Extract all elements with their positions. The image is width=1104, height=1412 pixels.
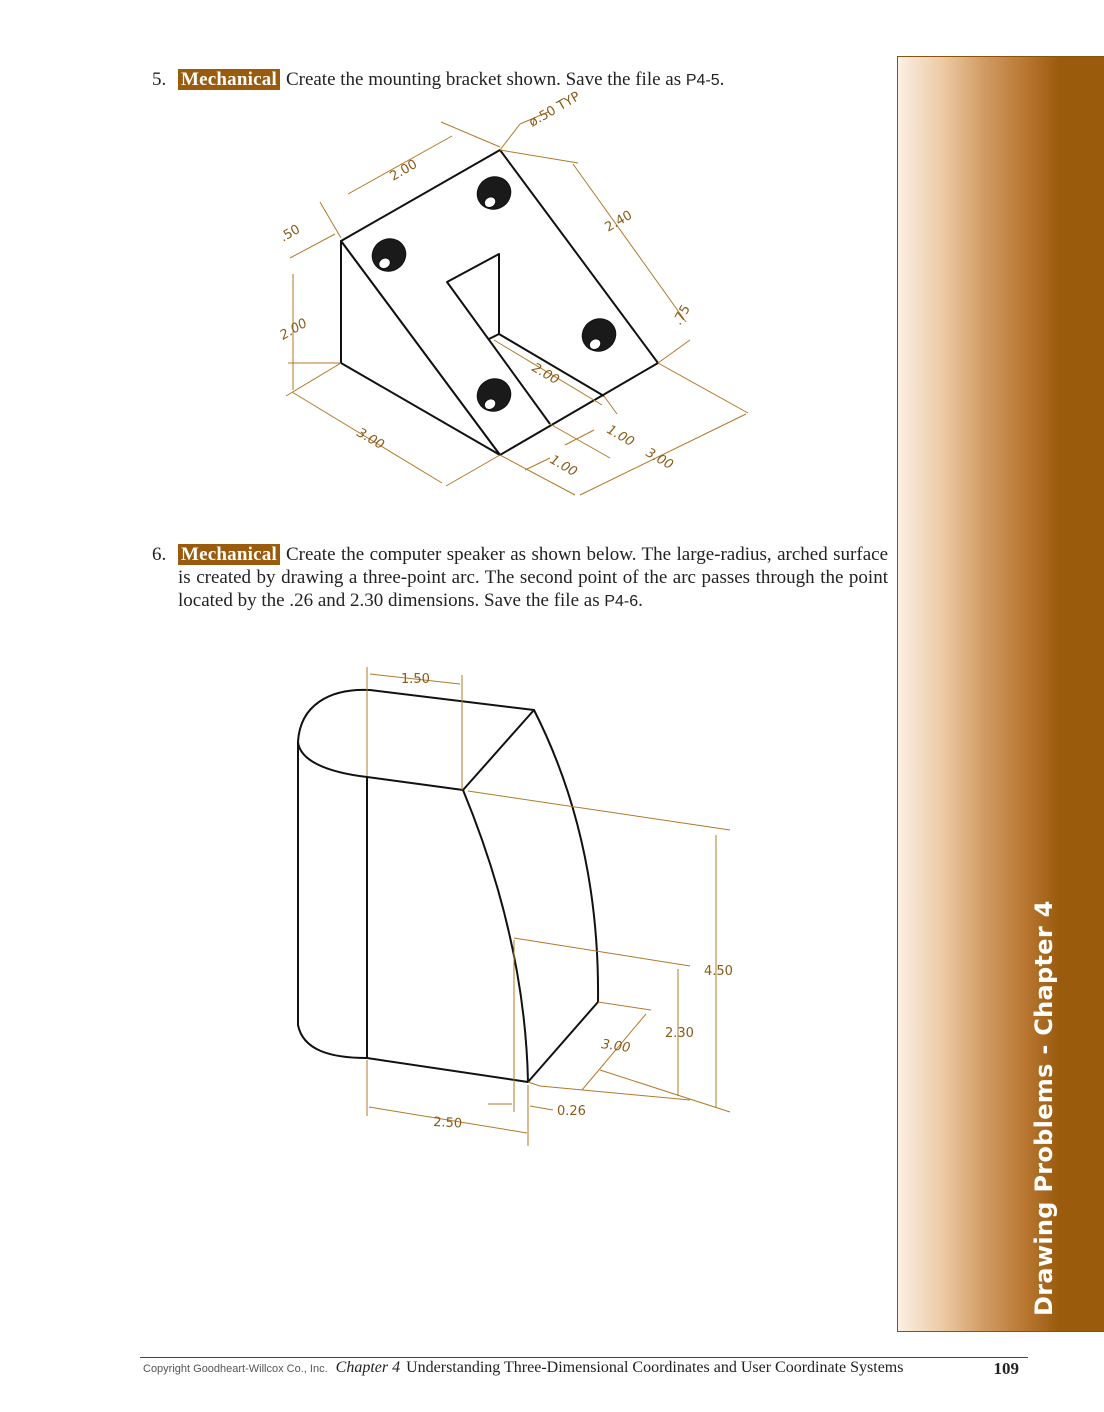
problem-tail: . (719, 69, 725, 90)
footer-rule (140, 1357, 1028, 1358)
dim-total-height: 4.50 (704, 964, 733, 979)
problem-number: 5. (152, 69, 167, 90)
dim-depth: 3.00 (643, 445, 676, 473)
footer-chapter: Chapter 4 (335, 1359, 401, 1376)
dim-base: 3.00 (354, 425, 387, 453)
chapter-sidebar (897, 56, 1104, 1332)
problem-text: Create the mounting bracket shown. Save the file as (285, 69, 682, 90)
speaker-bottom-round (298, 1025, 367, 1058)
problem-number: 6. (152, 544, 167, 565)
file-name: P4-5 (685, 72, 720, 89)
dim-top: 1.50 (401, 672, 430, 687)
dim-right-offset: .75 (670, 302, 694, 328)
dim-slope-length: 2.40 (602, 207, 636, 236)
page-number: 109 (993, 1359, 1019, 1378)
dim-edge-offset: .50 (277, 222, 303, 246)
speaker-arc-rear (534, 710, 598, 1002)
page-footer (143, 1359, 1019, 1377)
speaker-top-round (298, 690, 534, 742)
speaker-bottom-edge (367, 1058, 528, 1082)
dim-slot-width-2: 1.00 (547, 452, 580, 480)
dim-bottom: 2.50 (432, 1115, 463, 1132)
speaker-arc-front (463, 790, 528, 1082)
footer-title: Understanding Three-Dimensional Coordinates and User Coordinate Systems (406, 1359, 904, 1376)
speaker-top-rear (298, 710, 534, 790)
dim-top-width: 2.00 (387, 156, 421, 185)
dim-height: 2.00 (277, 315, 311, 344)
dim-depth: 3.00 (600, 1037, 632, 1056)
problem-text: Create the computer speaker as shown below. The large-radius, arched surface is created by drawing a three-point arc. The second point of the arc passes through the point located by the .26 and 2.30 dimensions. Save the file as (178, 544, 888, 611)
file-name: P4-6 (604, 593, 639, 610)
dim-offset: 0.26 (557, 1104, 586, 1119)
category-tag: Mechanical (178, 544, 280, 565)
sidebar-title: Drawing Problems - Chapter 4 (1030, 900, 1058, 1316)
dim-slot-depth: 2.00 (529, 360, 562, 388)
dim-hole: ø.50 TYP (526, 89, 583, 131)
dim-mid-height: 2.30 (665, 1026, 694, 1041)
footer-copyright: Copyright Goodheart-Willcox Co., Inc. (143, 1363, 328, 1375)
dim-slot-width-1: 1.00 (604, 422, 637, 450)
problem-tail: . (638, 590, 643, 611)
speaker-side-bottom (528, 1002, 598, 1082)
category-tag: Mechanical (178, 69, 280, 90)
